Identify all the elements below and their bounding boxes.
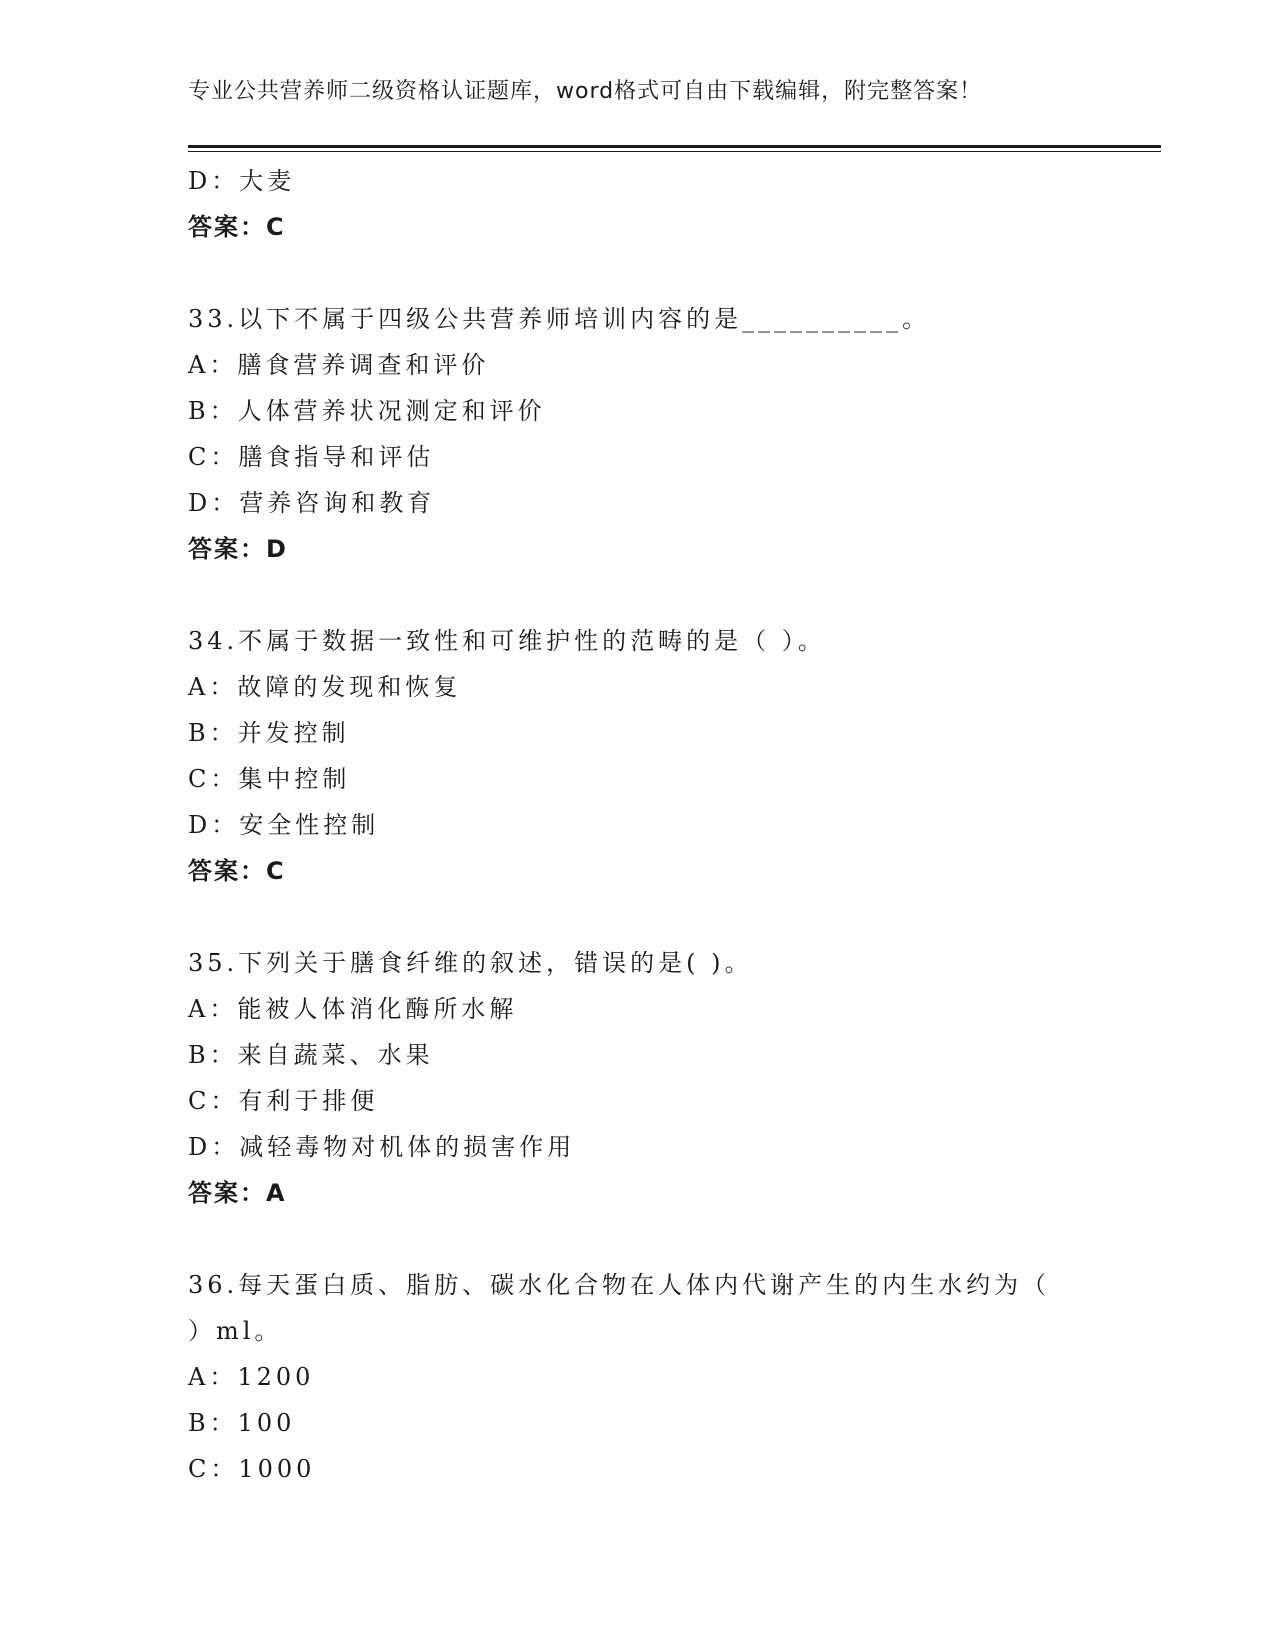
option-b: B：人体营养状况测定和评价 [188, 397, 546, 425]
spacer [188, 1216, 1088, 1262]
question-title: 35.下列关于膳食纤维的叙述，错误的是( )。 [188, 949, 753, 977]
option-c: C：集中控制 [188, 765, 351, 793]
question-content [188, 158, 1088, 1492]
header-rule-thin [188, 151, 1161, 152]
question-title-line-1: 36.每天蛋白质、脂肪、碳水化合物在人体内代谢产生的内生水约为（ [188, 1271, 1051, 1299]
question-title-line-2: ）ml。 [188, 1317, 283, 1345]
question-34 [188, 618, 1088, 894]
option-d: D：减轻毒物对机体的损害作用 [188, 1133, 576, 1161]
option-b: B：并发控制 [188, 719, 350, 747]
answer-line: 答案：D [188, 535, 288, 563]
option-d: D：营养咨询和教育 [188, 489, 436, 517]
answer-line: 答案：A [188, 1179, 287, 1207]
option-c: C：有利于排便 [188, 1087, 379, 1115]
option-c: C：1000 [188, 1455, 316, 1483]
option-d: D：安全性控制 [188, 811, 380, 839]
option-d: D：大麦 [188, 167, 296, 195]
spacer [188, 572, 1088, 618]
option-b: B：100 [188, 1409, 296, 1437]
page-header: 专业公共营养师二级资格认证题库，word格式可自由下载编辑，附完整答案！ [188, 79, 983, 104]
question-35 [188, 940, 1088, 1216]
option-a: A：能被人体消化酶所水解 [188, 995, 518, 1023]
answer-line: 答案：C [188, 213, 286, 241]
question-title: 34.不属于数据一致性和可维护性的范畴的是（ ）。 [188, 627, 826, 655]
option-a: A：膳食营养调查和评价 [188, 351, 490, 379]
option-a: A：故障的发现和恢复 [188, 673, 462, 701]
spacer [188, 894, 1088, 940]
option-b: B：来自蔬菜、水果 [188, 1041, 434, 1069]
question-33 [188, 296, 1088, 572]
header-rule-thick [188, 145, 1161, 148]
answer-line: 答案：C [188, 857, 286, 885]
spacer [188, 250, 1088, 296]
option-a: A：1200 [188, 1363, 315, 1391]
question-36 [188, 1262, 1088, 1492]
question-title: 33.以下不属于四级公共营养师培训内容的是__________。 [188, 305, 931, 333]
option-c: C：膳食指导和评估 [188, 443, 435, 471]
